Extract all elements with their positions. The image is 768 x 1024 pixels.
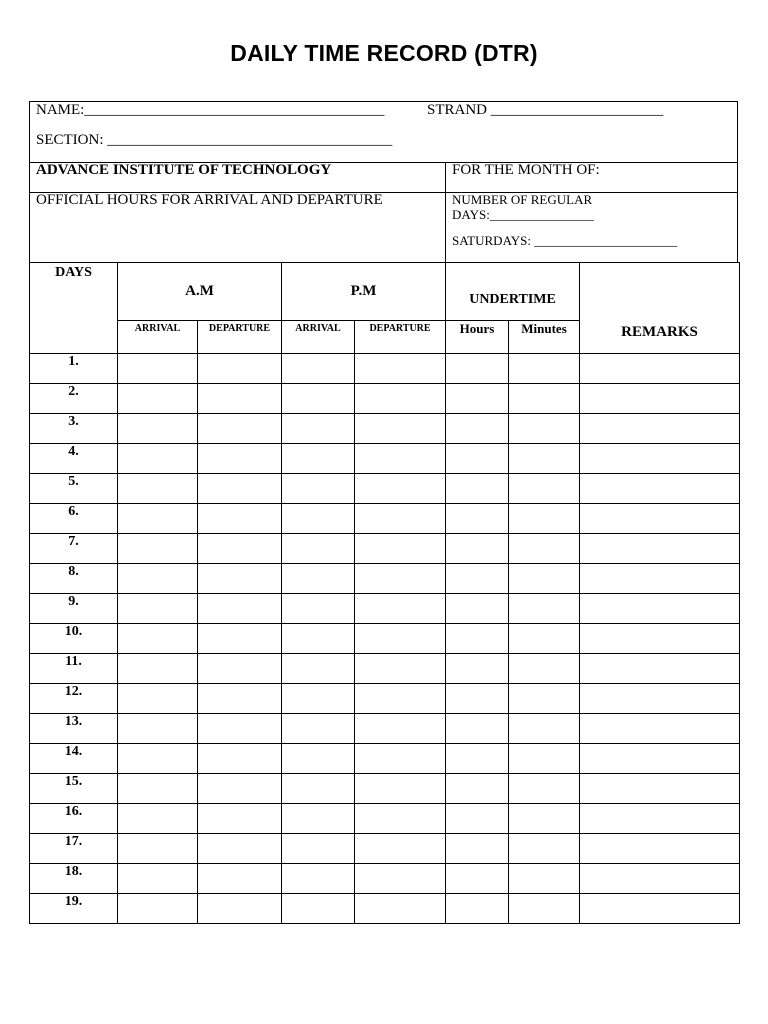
am-arrival-cell[interactable] [118,774,198,804]
pm-departure-cell[interactable] [355,594,446,624]
remarks-cell[interactable] [580,474,740,504]
page-title: DAILY TIME RECORD (DTR) [230,40,538,66]
undertime-minutes-cell[interactable] [509,594,580,624]
pm-arrival-cell[interactable] [282,564,355,594]
pm-arrival-cell[interactable] [282,744,355,774]
undertime-minutes-cell[interactable] [509,684,580,714]
undertime-hours-cell[interactable] [446,414,509,444]
pm-arrival-cell[interactable] [282,534,355,564]
am-arrival-cell[interactable] [118,474,198,504]
am-departure-cell[interactable] [198,534,282,564]
undertime-minutes-cell[interactable] [509,474,580,504]
table-row [30,834,740,864]
undertime-minutes-cell[interactable] [509,354,580,384]
pm-departure-cell[interactable] [355,744,446,774]
pm-arrival-cell[interactable] [282,384,355,414]
day-number: 1. [30,354,118,384]
remarks-cell[interactable] [580,714,740,744]
pm-header: P.M [282,263,446,321]
undertime-minutes-cell[interactable] [509,444,580,474]
undertime-minutes-header: Minutes [509,321,580,354]
am-departure-cell[interactable] [198,834,282,864]
am-departure-cell[interactable] [198,714,282,744]
pm-arrival-cell[interactable] [282,714,355,744]
pm-departure-cell[interactable] [355,804,446,834]
undertime-minutes-cell[interactable] [509,624,580,654]
day-number: 11. [30,654,118,684]
strand-field[interactable]: STRAND _______________________ [427,102,664,118]
pm-arrival-cell[interactable] [282,504,355,534]
am-arrival-cell[interactable] [118,714,198,744]
remarks-cell[interactable] [580,414,740,444]
table-row [30,444,740,474]
day-number: 15. [30,774,118,804]
table-row [30,714,740,744]
undertime-hours-cell[interactable] [446,504,509,534]
undertime-hours-cell[interactable] [446,894,509,924]
day-number: 13. [30,714,118,744]
table-row [30,384,740,414]
pm-departure-cell[interactable] [355,654,446,684]
remarks-cell[interactable] [580,624,740,654]
am-arrival-cell[interactable] [118,864,198,894]
pm-arrival-cell[interactable] [282,774,355,804]
day-number: 10. [30,624,118,654]
am-departure-cell[interactable] [198,504,282,534]
undertime-hours-cell[interactable] [446,714,509,744]
am-arrival-cell[interactable] [118,564,198,594]
undertime-hours-cell[interactable] [446,864,509,894]
am-arrival-cell[interactable] [118,354,198,384]
time-record-rows [30,354,740,924]
table-row [30,774,740,804]
table-row [30,804,740,834]
remarks-cell[interactable] [580,534,740,564]
pm-arrival-cell[interactable] [282,444,355,474]
undertime-minutes-cell[interactable] [509,804,580,834]
undertime-hours-cell[interactable] [446,594,509,624]
day-number: 9. [30,594,118,624]
remarks-cell[interactable] [580,744,740,774]
remarks-header: REMARKS [580,263,740,354]
undertime-minutes-cell[interactable] [509,864,580,894]
day-number: 5. [30,474,118,504]
am-arrival-cell[interactable] [118,654,198,684]
day-number: 19. [30,894,118,924]
undertime-hours-cell[interactable] [446,474,509,504]
day-number: 6. [30,504,118,534]
undertime-hours-cell[interactable] [446,534,509,564]
am-departure-cell[interactable] [198,774,282,804]
day-number: 2. [30,384,118,414]
pm-departure-cell[interactable] [355,384,446,414]
regular-days-label: NUMBER OF REGULAR [452,192,593,207]
divider [445,162,446,263]
pm-departure-cell[interactable] [355,774,446,804]
pm-arrival-cell[interactable] [282,804,355,834]
table-row [30,744,740,774]
remarks-cell[interactable] [580,804,740,834]
undertime-hours-cell[interactable] [446,774,509,804]
remarks-cell[interactable] [580,894,740,924]
am-arrival-cell[interactable] [118,594,198,624]
remarks-cell[interactable] [580,654,740,684]
name-field[interactable]: NAME:________________________________________ [36,102,385,118]
day-number: 4. [30,444,118,474]
undertime-minutes-cell[interactable] [509,714,580,744]
official-hours-label: OFFICIAL HOURS FOR ARRIVAL AND DEPARTURE [36,192,383,208]
undertime-hours-header: Hours [446,321,509,354]
am-arrival-header: ARRIVAL [118,321,198,354]
day-number: 17. [30,834,118,864]
table-row [30,654,740,684]
pm-arrival-header: ARRIVAL [282,321,355,354]
am-arrival-cell[interactable] [118,534,198,564]
pm-arrival-cell[interactable] [282,354,355,384]
am-departure-header: DEPARTURE [198,321,282,354]
days-header: DAYS [30,263,118,354]
table-row [30,474,740,504]
am-arrival-cell[interactable] [118,894,198,924]
day-number: 14. [30,744,118,774]
undertime-hours-cell[interactable] [446,624,509,654]
am-departure-cell[interactable] [198,594,282,624]
am-departure-cell[interactable] [198,654,282,684]
undertime-minutes-cell[interactable] [509,534,580,564]
employee-info-box [29,101,738,262]
undertime-hours-cell[interactable] [446,684,509,714]
undertime-minutes-cell[interactable] [509,654,580,684]
am-arrival-cell[interactable] [118,744,198,774]
undertime-hours-cell[interactable] [446,354,509,384]
remarks-cell[interactable] [580,444,740,474]
am-departure-cell[interactable] [198,744,282,774]
am-departure-cell[interactable] [198,564,282,594]
am-header: A.M [118,263,282,321]
table-row [30,624,740,654]
pm-arrival-cell[interactable] [282,474,355,504]
time-record-table [29,262,740,924]
pm-departure-cell[interactable] [355,504,446,534]
pm-departure-cell[interactable] [355,684,446,714]
am-departure-cell[interactable] [198,444,282,474]
pm-departure-cell[interactable] [355,714,446,744]
undertime-minutes-cell[interactable] [509,384,580,414]
remarks-cell[interactable] [580,834,740,864]
am-departure-cell[interactable] [198,474,282,504]
pm-departure-cell[interactable] [355,564,446,594]
am-departure-cell[interactable] [198,384,282,414]
pm-arrival-cell[interactable] [282,654,355,684]
undertime-hours-cell[interactable] [446,384,509,414]
saturdays-field[interactable]: SATURDAYS: ______________________ [452,233,678,248]
pm-arrival-cell[interactable] [282,624,355,654]
remarks-cell[interactable] [580,384,740,414]
am-arrival-cell[interactable] [118,384,198,414]
undertime-minutes-cell[interactable] [509,894,580,924]
am-departure-cell[interactable] [198,804,282,834]
section-field[interactable]: SECTION: ______________________________________ [36,132,393,148]
table-row [30,534,740,564]
pm-departure-cell[interactable] [355,354,446,384]
pm-arrival-cell[interactable] [282,864,355,894]
table-row [30,594,740,624]
remarks-cell[interactable] [580,504,740,534]
am-arrival-cell[interactable] [118,414,198,444]
undertime-hours-cell[interactable] [446,834,509,864]
undertime-minutes-cell[interactable] [509,504,580,534]
table-row [30,684,740,714]
day-number: 3. [30,414,118,444]
undertime-hours-cell[interactable] [446,564,509,594]
remarks-cell[interactable] [580,564,740,594]
am-arrival-cell[interactable] [118,684,198,714]
am-arrival-cell[interactable] [118,504,198,534]
undertime-minutes-cell[interactable] [509,774,580,804]
pm-departure-cell[interactable] [355,624,446,654]
pm-departure-cell[interactable] [355,474,446,504]
pm-arrival-cell[interactable] [282,414,355,444]
table-row [30,354,740,384]
day-number: 12. [30,684,118,714]
table-row [30,894,740,924]
regular-days-field[interactable]: DAYS:________________ [452,207,594,222]
pm-arrival-cell[interactable] [282,834,355,864]
am-departure-cell[interactable] [198,354,282,384]
am-arrival-cell[interactable] [118,834,198,864]
am-departure-cell[interactable] [198,414,282,444]
am-arrival-cell[interactable] [118,804,198,834]
pm-arrival-cell[interactable] [282,894,355,924]
pm-departure-header: DEPARTURE [355,321,446,354]
am-departure-cell[interactable] [198,624,282,654]
pm-arrival-cell[interactable] [282,684,355,714]
remarks-cell[interactable] [580,774,740,804]
undertime-hours-cell[interactable] [446,804,509,834]
undertime-hours-cell[interactable] [446,444,509,474]
undertime-minutes-cell[interactable] [509,414,580,444]
pm-arrival-cell[interactable] [282,594,355,624]
pm-departure-cell[interactable] [355,444,446,474]
day-number: 8. [30,564,118,594]
day-number: 18. [30,864,118,894]
undertime-minutes-cell[interactable] [509,744,580,774]
pm-departure-cell[interactable] [355,894,446,924]
undertime-hours-cell[interactable] [446,744,509,774]
remarks-cell[interactable] [580,354,740,384]
am-arrival-cell[interactable] [118,444,198,474]
am-departure-cell[interactable] [198,894,282,924]
pm-departure-cell[interactable] [355,414,446,444]
table-row [30,414,740,444]
am-departure-cell[interactable] [198,864,282,894]
undertime-minutes-cell[interactable] [509,834,580,864]
pm-departure-cell[interactable] [355,834,446,864]
school-name: ADVANCE INSTITUTE OF TECHNOLOGY [36,162,332,178]
pm-departure-cell[interactable] [355,534,446,564]
day-number: 7. [30,534,118,564]
remarks-cell[interactable] [580,864,740,894]
pm-departure-cell[interactable] [355,864,446,894]
undertime-hours-cell[interactable] [446,654,509,684]
day-number: 16. [30,804,118,834]
undertime-minutes-cell[interactable] [509,564,580,594]
table-row [30,564,740,594]
table-row [30,864,740,894]
remarks-cell[interactable] [580,594,740,624]
am-departure-cell[interactable] [198,684,282,714]
remarks-cell[interactable] [580,684,740,714]
undertime-header: UNDERTIME [446,263,580,321]
table-row [30,504,740,534]
month-field[interactable]: FOR THE MONTH OF: [452,162,600,178]
am-arrival-cell[interactable] [118,624,198,654]
